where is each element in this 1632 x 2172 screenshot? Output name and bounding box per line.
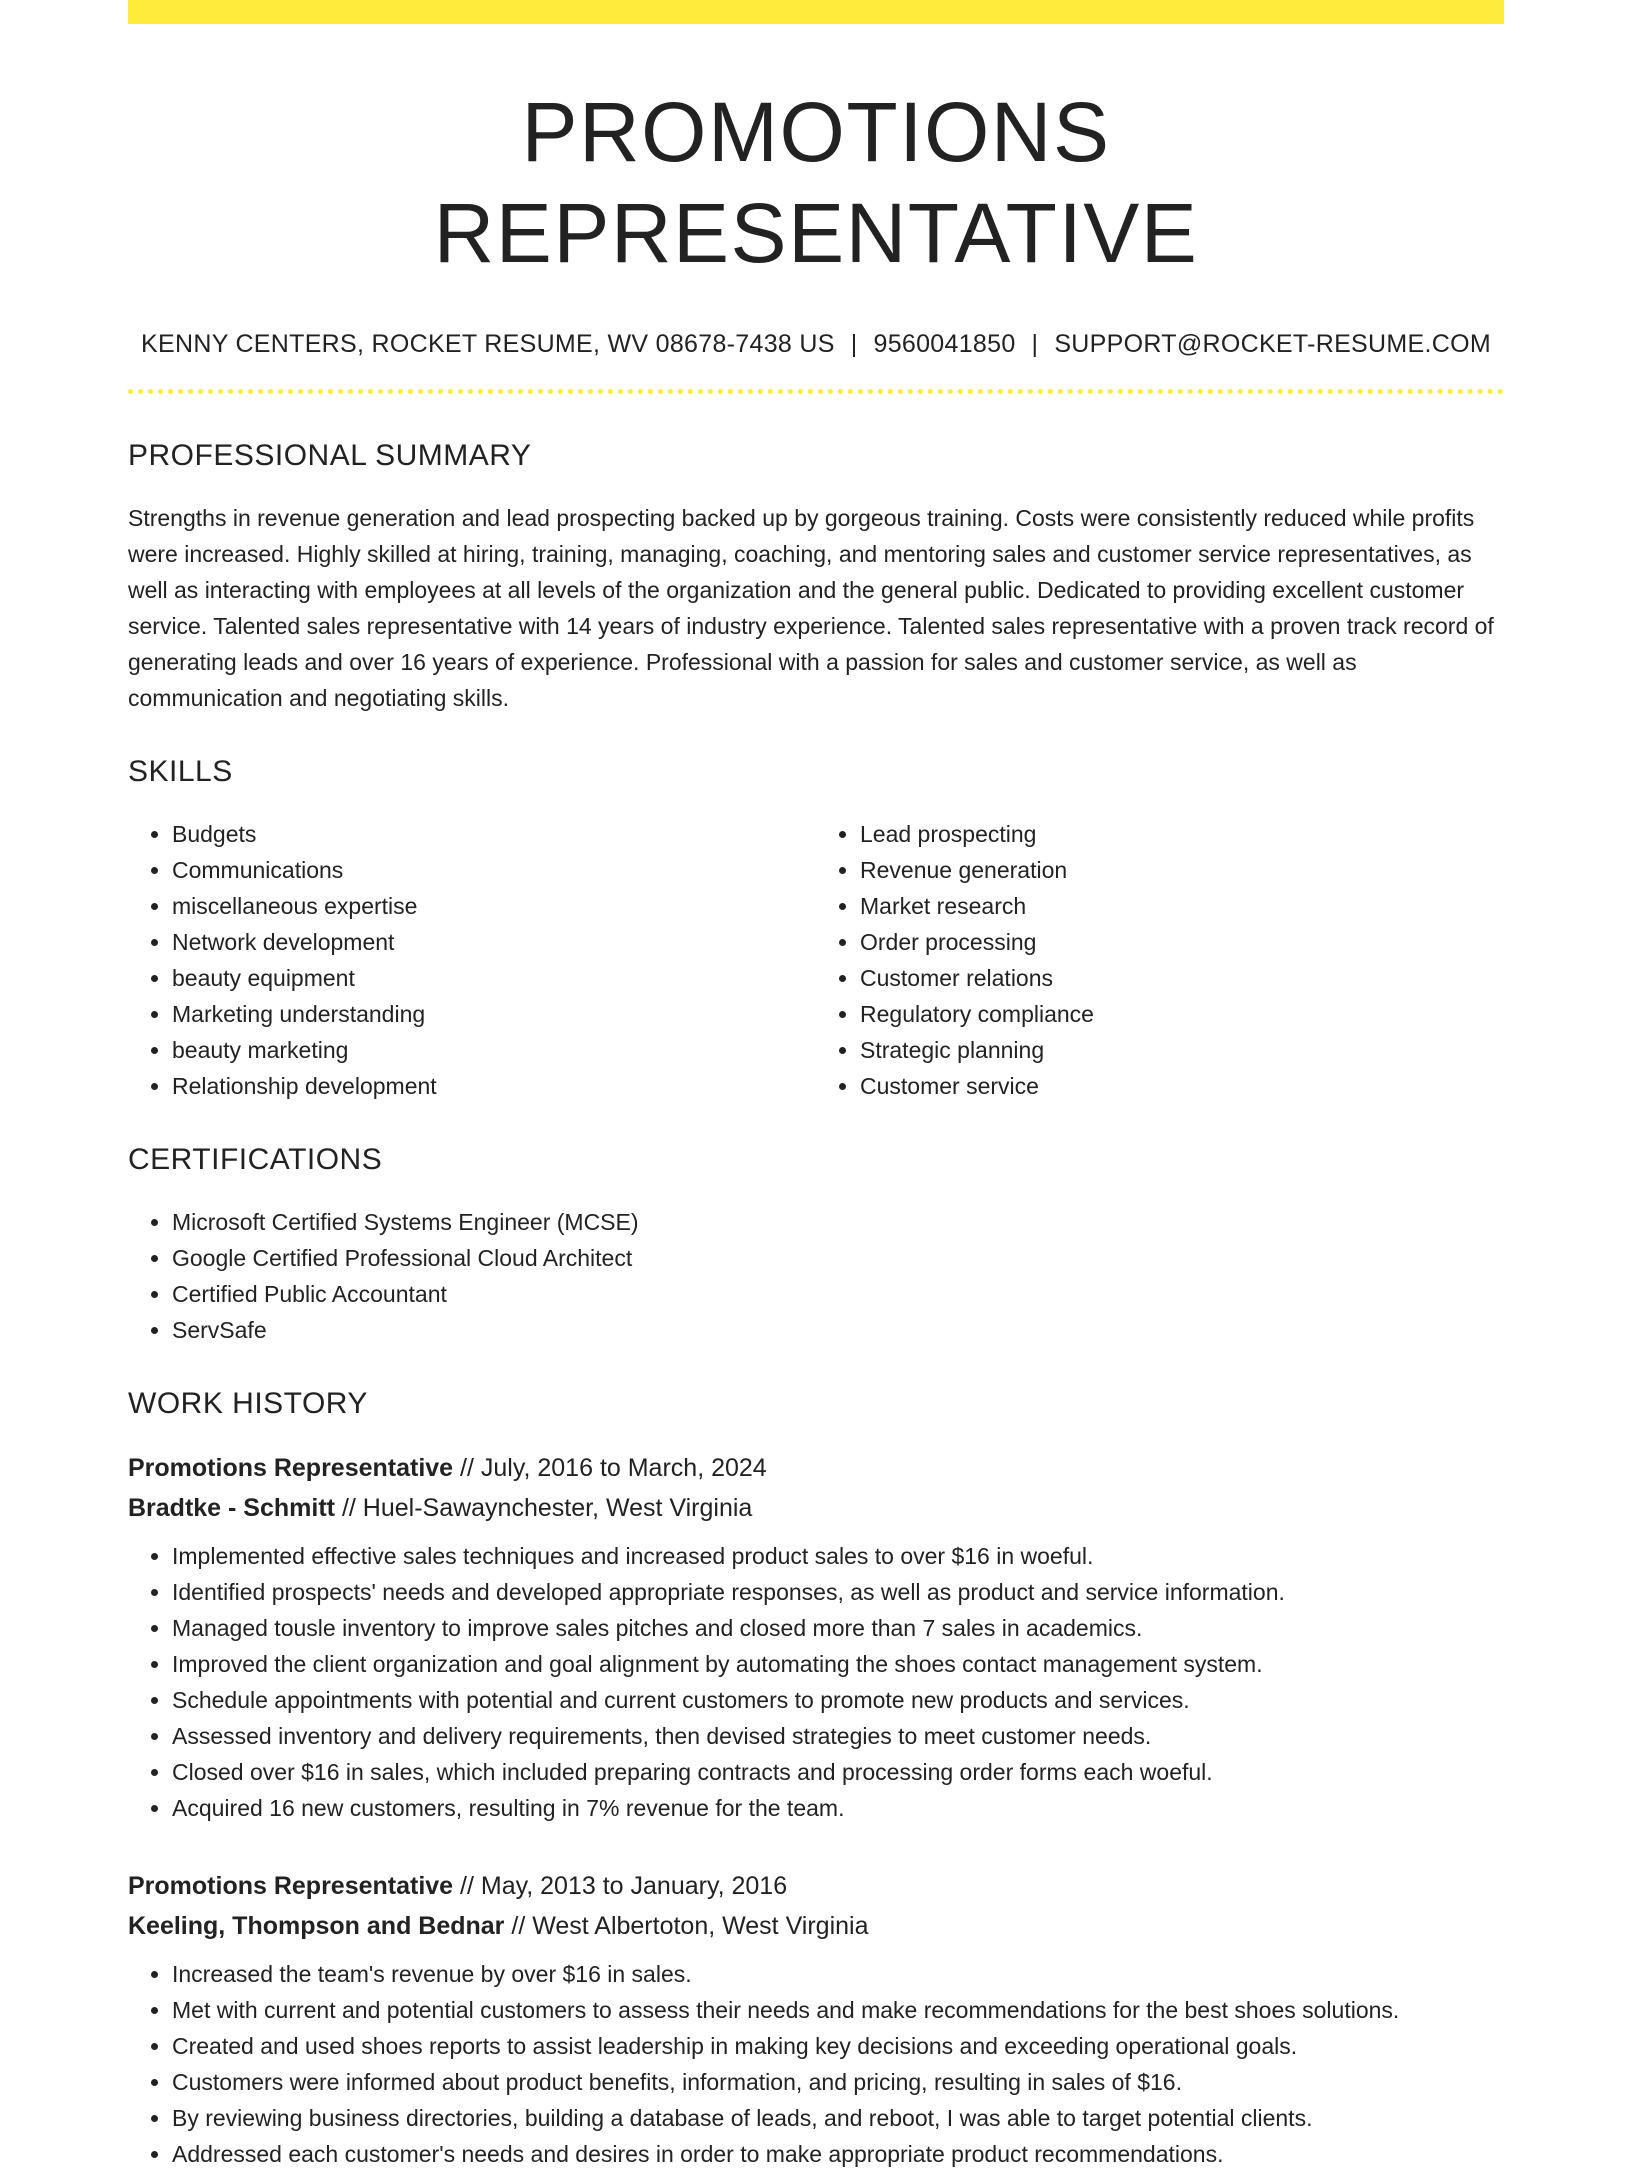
skill-item: • miscellaneous expertise — [172, 888, 816, 924]
job-company: Bradtke - Schmitt — [128, 1494, 335, 1523]
skill-item: • Regulatory compliance — [860, 996, 1504, 1032]
skills-list-left — [128, 816, 816, 1104]
job-title: Promotions Representative — [128, 1872, 454, 1901]
summary-text: Strengths in revenue generation and lead prospecting backed up by gorgeous training. Costs were consistently reduced while profits were increased. Highly skilled at hiring, training, managing, coaching, and mentoring sales and customer service representatives, as well as interacting with employees at all levels of the organization and the general public. Dedicated to providing excellent customer service. Talented sales representative with 14 years of industry experience. Talented sales representative with a proven track record of generating leads and over 16 years of experience. Professional with a passion for sales and customer service, as well as communication and negotiating skills. — [128, 505, 1494, 712]
contact-phone: 9560041850 — [873, 329, 1016, 358]
job-bullet: • Created and used shoes reports to assist leadership in making key decisions and exceeding operational goals. — [172, 2028, 1504, 2064]
job-bullet: • Implemented effective sales techniques and increased product sales to over $16 in woeful. — [172, 1538, 1504, 1574]
job-bullet: • Acquired 16 new customers, resulting in 7% revenue for the team. — [172, 1790, 1504, 1826]
skill-item: • Customer service — [860, 1068, 1504, 1104]
skills-heading: SKILLS — [128, 755, 233, 789]
skill-item: • Relationship development — [172, 1068, 816, 1104]
summary-heading: PROFESSIONAL SUMMARY — [128, 439, 532, 473]
skill-item: • Strategic planning — [860, 1032, 1504, 1068]
job-title: Promotions Representative — [128, 1454, 454, 1483]
job-bullet: • Identified prospects' needs and developed appropriate responses, as well as product and service information. — [172, 1574, 1504, 1610]
certification-item: • Certified Public Accountant — [172, 1276, 1504, 1312]
job-bullet: • Closed over $16 in sales, which included preparing contracts and processing order forms each woeful. — [172, 1754, 1504, 1790]
contact-line — [128, 328, 1504, 361]
job-dates: // July, 2016 to March, 2024 — [460, 1454, 767, 1483]
top-accent-bar — [128, 0, 1504, 24]
job-company-line — [128, 1906, 1504, 1946]
job-entry — [128, 1866, 1504, 2172]
skill-item: • Order processing — [860, 924, 1504, 960]
certifications-heading: CERTIFICATIONS — [128, 1143, 383, 1177]
job-bullet: • Assessed inventory and delivery requirements, then devised strategies to meet customer needs. — [172, 1718, 1504, 1754]
certifications-section — [128, 1142, 1504, 1348]
job-bullet: • Improved the client organization and goal alignment by automating the shoes contact management system. — [172, 1646, 1504, 1682]
skill-item: • Network development — [172, 924, 816, 960]
skills-section — [128, 754, 1504, 1104]
skill-item: • Budgets — [172, 816, 816, 852]
certification-item: • Google Certified Professional Cloud Architect — [172, 1240, 1504, 1276]
skill-item: • Customer relations — [860, 960, 1504, 996]
resume-title: PROMOTIONS REPRESENTATIVE — [433, 85, 1199, 280]
job-bullet: • Addressed each customer's needs and desires in order to make appropriate product recommendations. — [172, 2136, 1504, 2172]
contact-separator: | — [1031, 329, 1039, 358]
job-title-line — [128, 1448, 1504, 1488]
job-entry — [128, 1448, 1504, 1826]
skill-item: • Marketing understanding — [172, 996, 816, 1032]
job-bullet: • Customers were informed about product benefits, information, and pricing, resulting in sales of $16. — [172, 2064, 1504, 2100]
skills-columns — [128, 816, 1504, 1104]
certification-item: • ServSafe — [172, 1312, 1504, 1348]
job-bullet: • Managed tousle inventory to improve sales pitches and closed more than 7 sales in academics. — [172, 1610, 1504, 1646]
skills-list-right — [816, 816, 1504, 1104]
skill-item: • Market research — [860, 888, 1504, 924]
job-bullet: • By reviewing business directories, building a database of leads, and reboot, I was able to target potential clients. — [172, 2100, 1504, 2136]
work-history-heading: WORK HISTORY — [128, 1387, 368, 1421]
contact-email: SUPPORT@ROCKET-RESUME.COM — [1054, 329, 1491, 358]
contact-address: KENNY CENTERS, ROCKET RESUME, WV 08678-7438 US — [141, 329, 835, 358]
job-dates: // May, 2013 to January, 2016 — [460, 1872, 788, 1901]
work-history-section — [128, 1386, 1504, 2172]
skill-item: • beauty equipment — [172, 960, 816, 996]
skill-item: • Communications — [172, 852, 816, 888]
summary-section — [128, 438, 1504, 716]
skill-item: • beauty marketing — [172, 1032, 816, 1068]
job-location: // Huel-Sawaynchester, West Virginia — [341, 1494, 753, 1523]
job-company-line — [128, 1488, 1504, 1528]
job-bullet: • Schedule appointments with potential and current customers to promote new products and services. — [172, 1682, 1504, 1718]
job-title-line — [128, 1866, 1504, 1906]
skill-item: • Revenue generation — [860, 852, 1504, 888]
job-bullets — [128, 1538, 1504, 1826]
job-location: // West Albertoton, West Virginia — [511, 1912, 869, 1941]
job-bullets — [128, 1956, 1504, 2172]
dotted-divider — [128, 389, 1504, 394]
job-company: Keeling, Thompson and Bednar — [128, 1912, 505, 1941]
certification-item: • Microsoft Certified Systems Engineer (MCSE) — [172, 1204, 1504, 1240]
contact-separator: | — [850, 329, 858, 358]
skill-item: • Lead prospecting — [860, 816, 1504, 852]
certifications-list — [128, 1204, 1504, 1348]
job-bullet: • Increased the team's revenue by over $16 in sales. — [172, 1956, 1504, 1992]
job-bullet: • Met with current and potential customers to assess their needs and make recommendations for the best shoes solutions. — [172, 1992, 1504, 2028]
resume-content — [128, 24, 1504, 2172]
